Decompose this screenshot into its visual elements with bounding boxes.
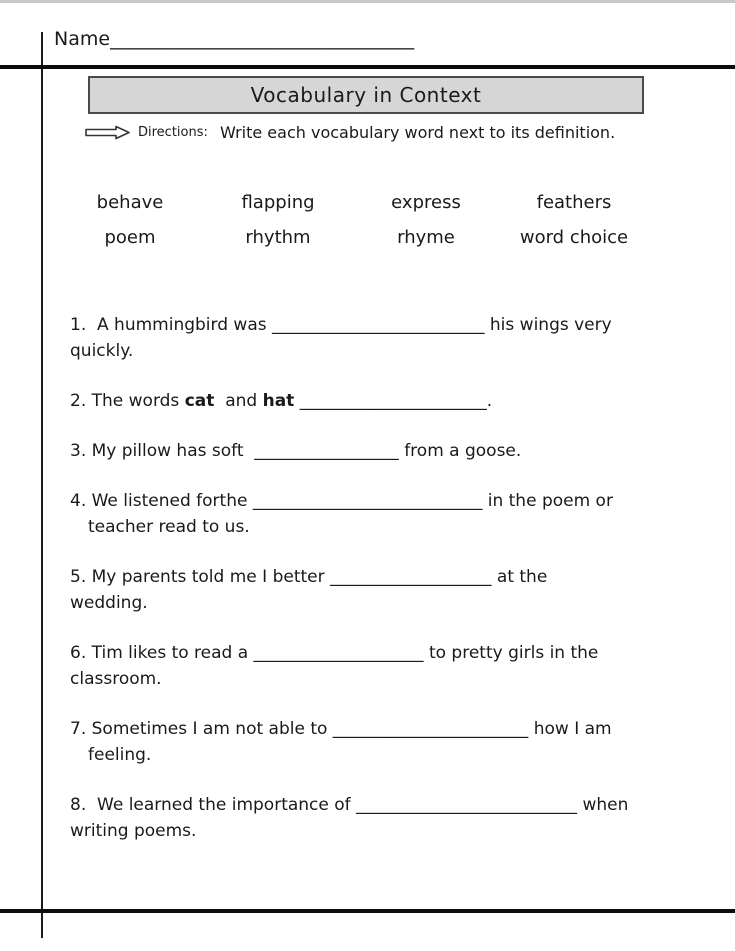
- word-bank-word: feathers: [536, 192, 612, 213]
- question-item: [70, 640, 720, 692]
- question-line: quickly.: [70, 341, 134, 361]
- question-item: [70, 716, 720, 768]
- question-item: [70, 438, 720, 464]
- word-bank-row: [56, 227, 648, 248]
- name-label: Name: [54, 28, 111, 50]
- word-bank-word: flapping: [241, 192, 315, 213]
- question-line: teacher read to us.: [88, 517, 250, 537]
- name-underline: ________________________________: [110, 28, 415, 50]
- question-line: 3. My pillow has soft _________________ from a goose.: [70, 441, 522, 461]
- question-line: writing poems.: [70, 821, 197, 841]
- top-rule: [0, 65, 735, 69]
- word-bank-word: rhythm: [245, 227, 311, 248]
- word-bank-word: behave: [96, 192, 164, 213]
- page-title: Vocabulary in Context: [250, 83, 482, 107]
- question-line: 7. Sometimes I am not able to _______________________ how I am: [70, 719, 612, 739]
- word-bank: [56, 192, 648, 248]
- directions-label: Directions:: [138, 125, 208, 140]
- question-line: classroom.: [70, 669, 162, 689]
- question-item: [70, 488, 720, 540]
- word-bank-word: express: [391, 192, 461, 213]
- question-line: 8. We learned the importance of __________________________ when: [70, 795, 629, 815]
- question-line: 1. A hummingbird was _________________________ his wings very: [70, 315, 612, 335]
- question-line: 6. Tim likes to read a ____________________ to pretty girls in the: [70, 643, 599, 663]
- margin-line: [41, 32, 43, 938]
- question-item: [70, 792, 720, 844]
- title-box: [88, 76, 644, 114]
- right-arrow-icon: [84, 125, 131, 140]
- directions-row: [84, 123, 615, 142]
- word-bank-word: word choice: [519, 227, 629, 248]
- question-line: feeling.: [88, 745, 152, 765]
- question-line: 4. We listened forthe ___________________________ in the poem or: [70, 491, 613, 511]
- scan-top-edge: [0, 0, 735, 3]
- word-bank-row: [56, 192, 648, 213]
- question-line: wedding.: [70, 593, 148, 613]
- word-bank-word: poem: [104, 227, 156, 248]
- questions: [70, 312, 720, 868]
- directions-text: Write each vocabulary word next to its definition.: [214, 123, 616, 142]
- question-item: [70, 388, 720, 414]
- word-bank-word: rhyme: [397, 227, 455, 248]
- question-line: 5. My parents told me I better ___________________ at the: [70, 567, 548, 587]
- question-line: 2. The words cat and hat ______________________.: [70, 391, 493, 411]
- question-item: [70, 564, 720, 616]
- question-item: [70, 312, 720, 364]
- bottom-rule: [0, 909, 735, 913]
- name-row: [54, 28, 414, 50]
